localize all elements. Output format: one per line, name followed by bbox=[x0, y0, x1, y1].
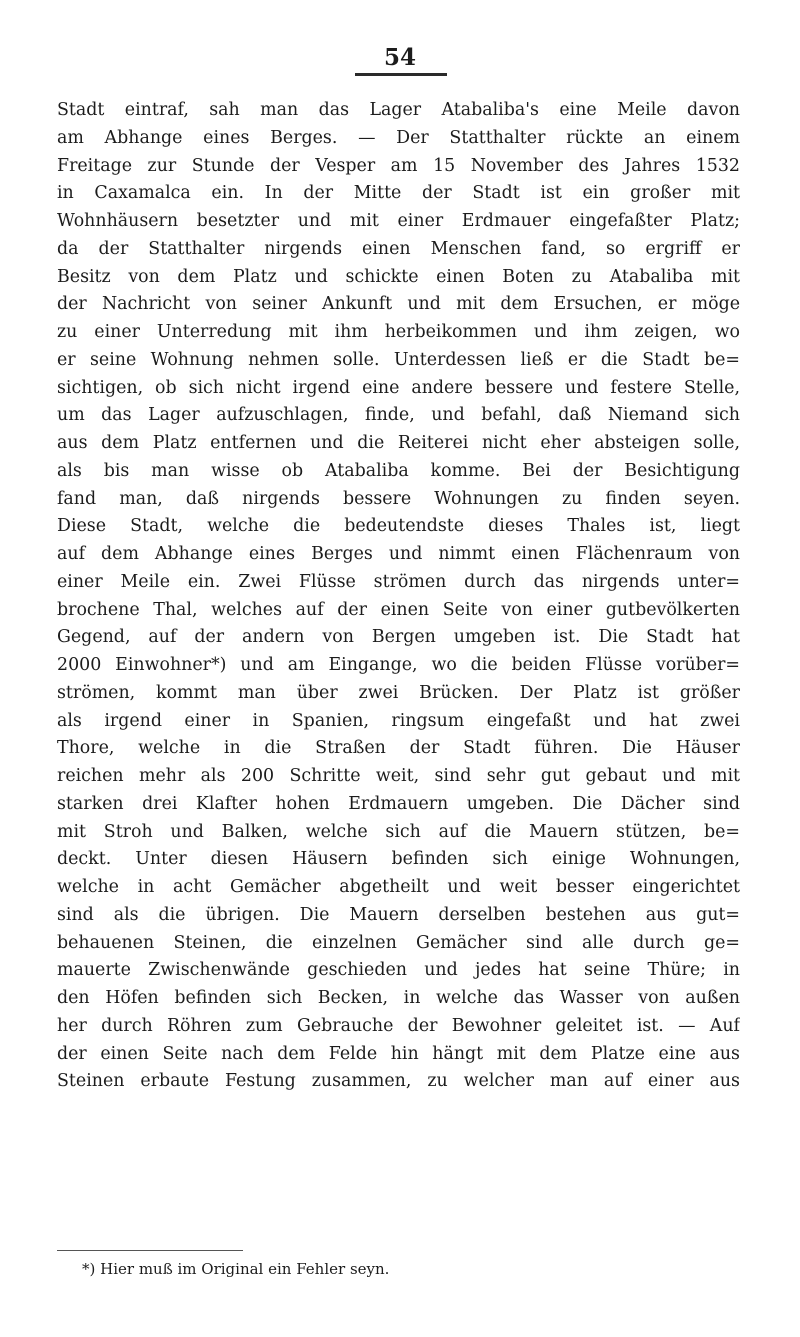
text-line: als irgend einer in Spanien, ringsum eingefaßt und hat zwei bbox=[57, 710, 740, 731]
text-line: mauerte Zwischenwände geschieden und jedes hat seine Thüre; in bbox=[57, 960, 740, 981]
text-line: fand man, daß nirgends bessere Wohnungen zu finden seyen. bbox=[57, 488, 740, 509]
text-line: 2000 Einwohner*) und am Eingange, wo die beiden Flüsse vorüber= bbox=[57, 655, 740, 675]
text-line: der einen Seite nach dem Felde hin hängt mit dem Platze eine aus bbox=[57, 1043, 740, 1064]
text-line: auf dem Abhange eines Berges und nimmt einen Flächenraum von bbox=[57, 544, 740, 564]
text-line: mit Stroh und Balken, welche sich auf die Mauern stützen, be= bbox=[57, 821, 740, 842]
text-line: zu einer Unterredung mit ihm herbeikommen und ihm zeigen, wo bbox=[57, 322, 740, 342]
text-line: her durch Röhren zum Gebrauche der Bewohner geleitet ist. — Auf bbox=[57, 1015, 740, 1036]
text-line: Thore, welche in die Straßen der Stadt führen. Die Häuser bbox=[57, 738, 740, 759]
text-line: deckt. Unter diesen Häusern befinden sich einige Wohnungen, bbox=[57, 849, 740, 870]
text-line: einer Meile ein. Zwei Flüsse strömen durch das nirgends unter= bbox=[57, 571, 740, 592]
text-line: Steinen erbaute Festung zusammen, zu welcher man auf einer aus bbox=[57, 1071, 740, 1092]
page-number: 54 bbox=[383, 44, 416, 71]
text-line: sind als die übrigen. Die Mauern derselben bestehen aus gut= bbox=[57, 904, 740, 925]
footnote: *) Hier muß im Original ein Fehler seyn. bbox=[82, 1260, 390, 1278]
text-line: Diese Stadt, welche die bedeutendste dieses Thales ist, liegt bbox=[57, 516, 740, 537]
text-line: behauenen Steinen, die einzelnen Gemächer sind alle durch ge= bbox=[57, 932, 740, 953]
text-line: er seine Wohnung nehmen solle. Unterdessen ließ er die Stadt be= bbox=[57, 349, 740, 370]
text-line: als bis man wisse ob Atabaliba komme. Bei der Besichtigung bbox=[57, 460, 740, 481]
text-line: aus dem Platz entfernen und die Reiterei nicht eher absteigen solle, bbox=[57, 433, 740, 453]
header-rule bbox=[355, 73, 447, 76]
text-line: sichtigen, ob sich nicht irgend eine andere bessere und festere Stelle, bbox=[57, 377, 740, 398]
text-line: Freitage zur Stunde der Vesper am 15 November des Jahres 1532 bbox=[57, 155, 740, 176]
text-line: brochene Thal, welches auf der einen Seite von einer gutbevölkerten bbox=[57, 599, 740, 620]
text-line: Besitz von dem Platz und schickte einen Boten zu Atabaliba mit bbox=[57, 266, 740, 287]
text-line: der Nachricht von seiner Ankunft und mit dem Ersuchen, er möge bbox=[57, 294, 740, 315]
text-line: um das Lager aufzuschlagen, finde, und befahl, daß Niemand sich bbox=[57, 405, 740, 426]
text-line: strömen, kommt man über zwei Brücken. Der Platz ist größer bbox=[57, 682, 740, 703]
text-line: Gegend, auf der andern von Bergen umgeben ist. Die Stadt hat bbox=[57, 627, 740, 648]
text-line: den Höfen befinden sich Becken, in welche das Wasser von außen bbox=[57, 988, 740, 1008]
text-line: welche in acht Gemächer abgetheilt und weit besser eingerichtet bbox=[57, 877, 740, 897]
text-line: reichen mehr als 200 Schritte weit, sind sehr gut gebaut und mit bbox=[57, 766, 740, 786]
text-line: in Caxamalca ein. In der Mitte der Stadt ist ein großer mit bbox=[57, 183, 740, 204]
text-line: da der Statthalter nirgends einen Menschen fand, so ergriff er bbox=[57, 238, 740, 259]
body-text bbox=[57, 97, 740, 1096]
text-line: Wohnhäusern besetzter und mit einer Erdmauer eingefaßter Platz; bbox=[57, 211, 740, 231]
text-line: starken drei Klafter hohen Erdmauern umgeben. Die Dächer sind bbox=[57, 793, 740, 814]
text-line: Stadt eintraf, sah man das Lager Atabaliba's eine Meile davon bbox=[57, 100, 740, 120]
footnote-rule bbox=[57, 1250, 243, 1251]
text-line: am Abhange eines Berges. — Der Statthalter rückte an einem bbox=[57, 127, 740, 148]
